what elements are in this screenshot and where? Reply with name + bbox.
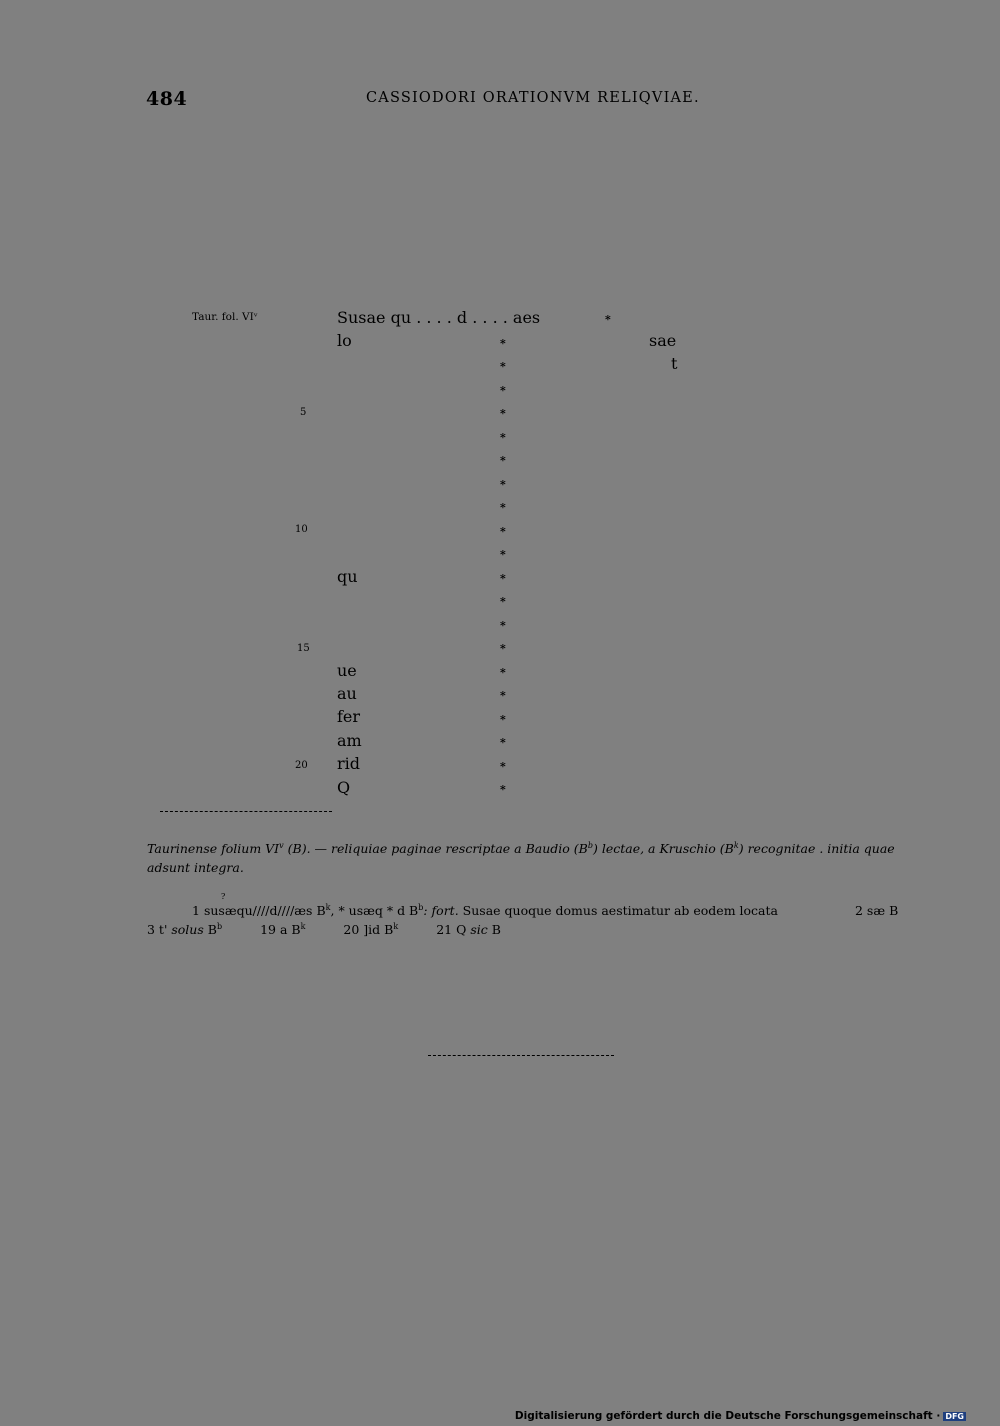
note-sup: b — [216, 922, 223, 931]
footer-text: Digitalisierung gefördert durch die Deutsche Forschungsgemeinschaft · — [514, 1410, 941, 1422]
query-mark: ? — [220, 892, 226, 902]
note-text: B — [203, 922, 217, 938]
lacuna-star: * — [500, 337, 506, 350]
fragment-right-2: sae — [649, 331, 677, 350]
note-text: Susae quoque domus aestimatur ab eodem locata — [462, 903, 778, 919]
apparatus-caption — [147, 836, 907, 877]
fragment-line-2: lo — [337, 331, 352, 350]
lacuna-star: * — [500, 689, 506, 702]
lacuna-star: * — [500, 407, 506, 420]
lacuna-star: * — [500, 454, 506, 467]
note-text: 3 t' — [147, 922, 172, 938]
lacuna-star: * — [500, 736, 506, 749]
separator-rule — [160, 811, 332, 812]
note-italic: sic — [470, 922, 488, 938]
fragment-line-12: qu — [337, 567, 358, 586]
fragment-right-3: t — [671, 354, 678, 373]
lacuna-star: * — [500, 525, 506, 538]
fragment-line-1 — [337, 308, 540, 327]
lacuna-star: * — [500, 548, 506, 561]
fragment-line-16: ue — [337, 661, 357, 680]
fragment-line-17: au — [337, 684, 357, 703]
end-rule — [428, 1055, 614, 1056]
note-reading — [203, 892, 326, 919]
lacuna-star: * — [500, 713, 506, 726]
caption-text: ) recognitae . initia quae adsunt integra. — [147, 841, 895, 876]
line-number-5: 5 — [300, 407, 307, 418]
line-number-20: 20 — [295, 760, 308, 771]
lacuna-star: * — [500, 360, 506, 373]
caption-text: (B). — reliquiae paginae rescriptae a Baudio (B — [283, 841, 588, 857]
caption-sup: b — [587, 841, 593, 850]
running-title: CASSIODORI ORATIONVM RELIQVIAE. — [366, 90, 700, 106]
line-number-15: 15 — [297, 643, 310, 654]
lacuna-star: * — [500, 666, 506, 679]
note-sup: b — [418, 903, 424, 912]
fragment-word: qu . . . . d . . . . aes — [390, 308, 541, 327]
fragment-line-18: fer — [337, 707, 361, 726]
fragment-line-21: Q — [337, 778, 351, 797]
fragment-word: Susae — [337, 308, 386, 327]
caption-sup: v — [279, 841, 284, 850]
fragment-line-19: am — [337, 731, 362, 750]
lacuna-star: * — [500, 572, 506, 585]
note-italic: : fort. — [423, 903, 459, 919]
digitization-footer — [515, 1410, 966, 1422]
note-sup: k — [325, 903, 331, 912]
lacuna-star: * — [500, 783, 506, 796]
note-right: 2 sæ B — [855, 903, 899, 918]
lacuna-star: * — [500, 595, 506, 608]
note-text: 19 a B — [260, 922, 301, 938]
lacuna-star: * — [500, 501, 506, 514]
caption-text: Taurinense folium VI — [147, 841, 280, 857]
line-number-10: 10 — [295, 524, 308, 535]
note-line-2 — [147, 922, 501, 937]
caption-text: ) lectae, a Kruschio (B — [592, 841, 734, 857]
note-text: , * usæq * d B — [330, 903, 419, 919]
note-text: 20 ]id B — [343, 922, 394, 938]
page-number: 484 — [146, 88, 188, 110]
note-text: B — [487, 922, 501, 938]
lacuna-star: * — [500, 431, 506, 444]
note-text: 21 Q — [436, 922, 471, 938]
lacuna-star: * — [500, 619, 506, 632]
note-sup: k — [393, 922, 399, 931]
lacuna-star: * — [500, 478, 506, 491]
note-number: 1 — [192, 903, 200, 919]
lacuna-star: * — [500, 760, 506, 773]
note-italic: solus — [171, 922, 204, 938]
folio-label: Taur. fol. VIᵛ — [192, 311, 258, 323]
note-text: susæqu////d////æs B — [203, 903, 326, 919]
dfg-logo: DFG — [945, 1411, 964, 1421]
note-sup: k — [300, 922, 306, 931]
note-line-1 — [192, 892, 778, 919]
lacuna-star: * — [500, 384, 506, 397]
lacuna-star: * — [605, 313, 611, 326]
caption-sup: k — [733, 841, 739, 850]
lacuna-star: * — [500, 642, 506, 655]
fragment-line-20: rid — [337, 754, 361, 773]
